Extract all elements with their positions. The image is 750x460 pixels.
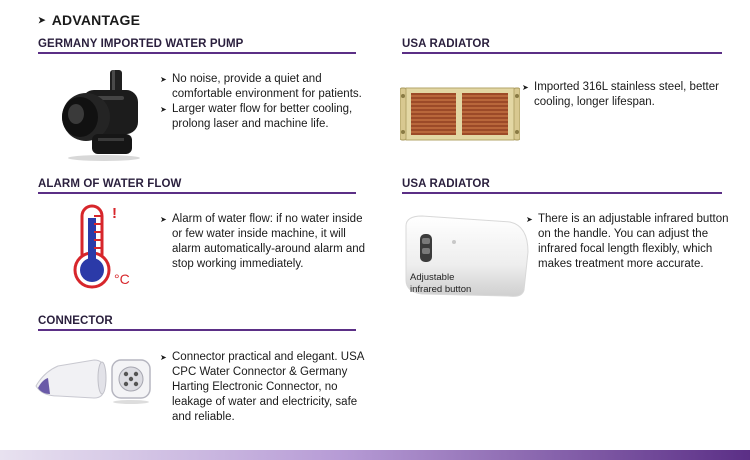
infrared-caption — [410, 272, 471, 296]
thermometer-icon — [68, 202, 140, 292]
pump-description — [160, 72, 370, 132]
alarm-bullet: ➤ Alarm of water flow: if no water inside or few water inside machine, it will alarm automatically-around alarm and stop working immediately. — [160, 212, 370, 272]
infrared-caption-line1: Adjustable — [410, 272, 455, 283]
radiator-image — [400, 86, 520, 142]
alarm-exclamation: ! — [112, 205, 117, 222]
alarm-heading: ALARM OF WATER FLOW — [38, 178, 182, 190]
page-title — [38, 12, 140, 28]
infrared-heading-rule — [402, 192, 722, 194]
connector-heading: CONNECTOR — [38, 315, 113, 327]
footer-accent-bar — [0, 450, 750, 460]
radiator-bullet: ➤ Imported 316L stainless steel, better cooling, longer lifespan. — [522, 80, 732, 110]
pump-bullet: ➤ Larger water flow for better cooling, prolong laser and machine life. — [160, 102, 370, 132]
pump-bullet: ➤ No noise, provide a quiet and comfortable environment for patients. — [160, 72, 370, 102]
pump-heading-rule — [38, 52, 356, 54]
infrared-heading: USA RADIATOR — [402, 178, 490, 190]
connector-heading-rule — [38, 329, 356, 331]
water-pump-image — [52, 62, 148, 162]
radiator-heading-rule — [402, 52, 722, 54]
connector-image — [34, 352, 160, 406]
connector-description — [160, 350, 375, 425]
celsius-label: °C — [114, 271, 130, 287]
connector-bullet: ➤ Connector practical and elegant. USA CPC Water Connector & Germany Harting Electronic Connector, no leakage of water and electricity, safe and reliable. — [160, 350, 375, 425]
pump-heading: GERMANY IMPORTED WATER PUMP — [38, 38, 244, 50]
title-arrow-icon: ➤ — [38, 15, 46, 25]
infrared-bullet: ➤ There is an adjustable infrared button on the handle. You can adjust the infrared focal length flexibly, which makes treatment more accurate. — [526, 212, 731, 272]
alarm-heading-rule — [38, 192, 356, 194]
radiator-description — [522, 80, 732, 110]
title-text: ADVANTAGE — [51, 12, 141, 28]
radiator-heading: USA RADIATOR — [402, 38, 490, 50]
infrared-description — [526, 212, 731, 272]
alarm-description — [160, 212, 370, 272]
infrared-caption-line2: infrared button — [410, 284, 472, 295]
